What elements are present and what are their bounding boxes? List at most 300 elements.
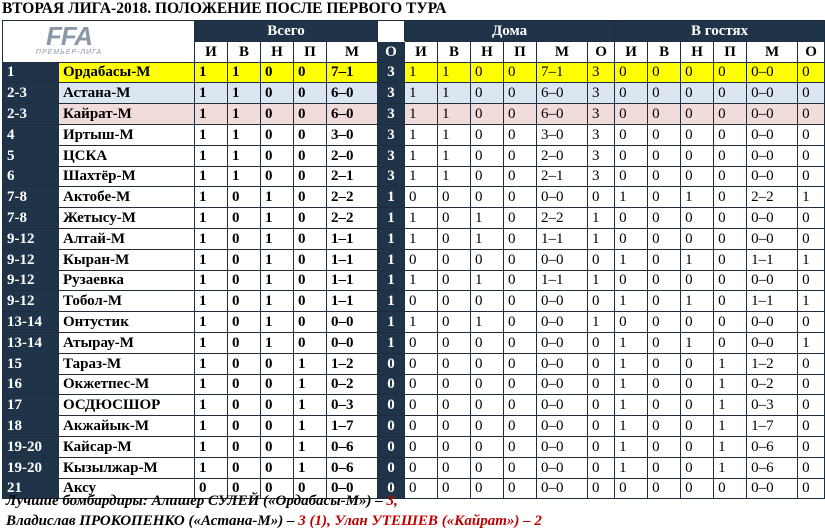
away-stat-cell: 0 bbox=[615, 104, 648, 125]
away-stat-cell: 0 bbox=[681, 124, 714, 145]
home-stat-cell: 0 bbox=[471, 457, 504, 478]
away-stat-cell: 0 bbox=[681, 208, 714, 229]
home-stat-cell: 0 bbox=[471, 249, 504, 270]
total-stat-cell: 1–1 bbox=[327, 249, 378, 270]
home-stat-cell: 0 bbox=[471, 104, 504, 125]
home-stat-cell: 1–1 bbox=[537, 228, 588, 249]
team-cell: Аксу bbox=[59, 478, 195, 499]
home-stat-cell: 0 bbox=[471, 187, 504, 208]
home-stat-cell: 1 bbox=[438, 145, 471, 166]
home-stat-cell: 0 bbox=[405, 187, 438, 208]
points-cell: 1 bbox=[378, 228, 405, 249]
position-cell: 15 bbox=[3, 353, 59, 374]
total-stat-cell: 0 bbox=[261, 436, 294, 457]
total-stat-cell: 0 bbox=[261, 124, 294, 145]
total-stat-cell: 1 bbox=[261, 291, 294, 312]
points-cell: 1 bbox=[378, 187, 405, 208]
position-cell: 2-3 bbox=[3, 104, 59, 125]
home-stat-cell: 0–0 bbox=[537, 312, 588, 333]
home-stat-cell: 1 bbox=[588, 312, 615, 333]
away-stat-cell: 0 bbox=[798, 353, 825, 374]
total-stat-cell: 0 bbox=[228, 332, 261, 353]
away-stat-cell: 0–0 bbox=[747, 332, 798, 353]
total-stat-cell: 0 bbox=[294, 124, 327, 145]
total-stat-cell: 1 bbox=[261, 270, 294, 291]
away-stat-cell: 1 bbox=[798, 332, 825, 353]
total-stat-cell: 1 bbox=[261, 187, 294, 208]
home-stat-cell: 3 bbox=[588, 145, 615, 166]
away-stat-cell: 0 bbox=[714, 145, 747, 166]
table-row bbox=[3, 62, 825, 83]
away-stat-cell: 0–0 bbox=[747, 478, 798, 499]
away-stat-cell: 0 bbox=[648, 353, 681, 374]
total-stat-cell: 1 bbox=[195, 187, 228, 208]
home-stat-cell: 0 bbox=[405, 374, 438, 395]
home-stat-cell: 0 bbox=[504, 145, 537, 166]
points-cell: 3 bbox=[378, 145, 405, 166]
home-stat-cell: 0 bbox=[471, 83, 504, 104]
away-stat-cell: 0 bbox=[648, 83, 681, 104]
home-stat-cell: 0 bbox=[405, 436, 438, 457]
position-cell: 1 bbox=[3, 62, 59, 83]
col-draws: Н bbox=[261, 41, 294, 62]
total-stat-cell: 0 bbox=[294, 62, 327, 83]
total-stat-cell: 1–2 bbox=[327, 353, 378, 374]
total-stat-cell: 0 bbox=[228, 270, 261, 291]
top-scorers bbox=[6, 491, 806, 531]
away-stat-cell: 0–2 bbox=[747, 374, 798, 395]
home-stat-cell: 1 bbox=[405, 104, 438, 125]
total-stat-cell: 1 bbox=[195, 457, 228, 478]
away-stat-cell: 0 bbox=[798, 104, 825, 125]
points-cell: 0 bbox=[378, 478, 405, 499]
away-stat-cell: 1 bbox=[681, 332, 714, 353]
total-stat-cell: 2–2 bbox=[327, 208, 378, 229]
logo-cell bbox=[3, 21, 195, 63]
points-cell: 1 bbox=[378, 291, 405, 312]
home-stat-cell: 0 bbox=[588, 332, 615, 353]
position-cell: 9-12 bbox=[3, 270, 59, 291]
away-stat-cell: 0 bbox=[648, 228, 681, 249]
home-stat-cell: 0 bbox=[471, 291, 504, 312]
home-stat-cell: 1 bbox=[588, 208, 615, 229]
total-stat-cell: 1 bbox=[195, 249, 228, 270]
away-stat-cell: 0 bbox=[714, 312, 747, 333]
total-stat-cell: 1 bbox=[195, 416, 228, 437]
away-stat-cell: 0 bbox=[681, 457, 714, 478]
away-stat-cell: 0 bbox=[798, 478, 825, 499]
home-stat-cell: 0 bbox=[405, 332, 438, 353]
home-stat-cell: 0 bbox=[504, 457, 537, 478]
away-stat-cell: 0 bbox=[648, 208, 681, 229]
away-stat-cell: 0 bbox=[648, 187, 681, 208]
away-stat-cell: 0–0 bbox=[747, 208, 798, 229]
away-stat-cell: 1–1 bbox=[747, 249, 798, 270]
team-cell: Окжетпес-М bbox=[59, 374, 195, 395]
home-stat-cell: 0 bbox=[588, 291, 615, 312]
total-stat-cell: 0 bbox=[261, 145, 294, 166]
col-away-wins: В bbox=[648, 41, 681, 62]
group-away-header: В гостях bbox=[615, 21, 825, 42]
total-stat-cell: 1 bbox=[261, 249, 294, 270]
away-stat-cell: 1 bbox=[615, 332, 648, 353]
home-stat-cell: 0 bbox=[471, 374, 504, 395]
position-cell: 21 bbox=[3, 478, 59, 499]
table-row bbox=[3, 332, 825, 353]
home-stat-cell: 0 bbox=[438, 291, 471, 312]
away-stat-cell: 1 bbox=[714, 436, 747, 457]
away-stat-cell: 0 bbox=[648, 291, 681, 312]
away-stat-cell: 1 bbox=[615, 436, 648, 457]
home-stat-cell: 1 bbox=[405, 124, 438, 145]
team-cell: Кыран-М bbox=[59, 249, 195, 270]
total-stat-cell: 7–1 bbox=[327, 62, 378, 83]
home-stat-cell: 0 bbox=[504, 395, 537, 416]
total-stat-cell: 1–1 bbox=[327, 228, 378, 249]
away-stat-cell: 1–2 bbox=[747, 353, 798, 374]
away-stat-cell: 1 bbox=[615, 457, 648, 478]
away-stat-cell: 0 bbox=[648, 145, 681, 166]
team-cell: Акжайык-М bbox=[59, 416, 195, 437]
total-stat-cell: 0 bbox=[261, 457, 294, 478]
away-stat-cell: 0–0 bbox=[747, 228, 798, 249]
table-row bbox=[3, 124, 825, 145]
table-row bbox=[3, 416, 825, 437]
position-cell: 13-14 bbox=[3, 332, 59, 353]
away-stat-cell: 0 bbox=[648, 249, 681, 270]
scorer-goals: 3 (1) bbox=[298, 513, 327, 529]
position-cell: 19-20 bbox=[3, 436, 59, 457]
col-wins: В bbox=[228, 41, 261, 62]
home-stat-cell: 0 bbox=[438, 208, 471, 229]
home-stat-cell: 0 bbox=[438, 436, 471, 457]
total-stat-cell: 0–3 bbox=[327, 395, 378, 416]
table-row bbox=[3, 145, 825, 166]
points-cell: 1 bbox=[378, 208, 405, 229]
away-stat-cell: 0–3 bbox=[747, 395, 798, 416]
away-stat-cell: 0 bbox=[615, 166, 648, 187]
total-stat-cell: 0 bbox=[228, 291, 261, 312]
away-stat-cell: 0 bbox=[681, 436, 714, 457]
home-stat-cell: 0 bbox=[504, 187, 537, 208]
home-stat-cell: 0 bbox=[588, 353, 615, 374]
col-away-goals: М bbox=[747, 41, 798, 62]
home-stat-cell: 3 bbox=[588, 83, 615, 104]
total-stat-cell: 0 bbox=[261, 395, 294, 416]
total-stat-cell: 1 bbox=[294, 457, 327, 478]
total-stat-cell: 0 bbox=[294, 478, 327, 499]
total-stat-cell: 0–0 bbox=[327, 478, 378, 499]
away-stat-cell: 0–6 bbox=[747, 436, 798, 457]
away-stat-cell: 0 bbox=[615, 478, 648, 499]
points-cell: 3 bbox=[378, 83, 405, 104]
home-stat-cell: 1 bbox=[438, 124, 471, 145]
away-stat-cell: 0 bbox=[714, 83, 747, 104]
away-stat-cell: 0 bbox=[714, 478, 747, 499]
total-stat-cell: 0 bbox=[294, 332, 327, 353]
away-stat-cell: 1 bbox=[714, 395, 747, 416]
total-stat-cell: 0 bbox=[294, 228, 327, 249]
away-stat-cell: 1 bbox=[681, 187, 714, 208]
total-stat-cell: 0 bbox=[228, 249, 261, 270]
away-stat-cell: 0 bbox=[681, 312, 714, 333]
away-stat-cell: 0 bbox=[615, 83, 648, 104]
home-stat-cell: 0 bbox=[588, 457, 615, 478]
home-stat-cell: 0 bbox=[504, 312, 537, 333]
away-stat-cell: 2–2 bbox=[747, 187, 798, 208]
home-stat-cell: 1 bbox=[438, 62, 471, 83]
away-stat-cell: 0 bbox=[648, 332, 681, 353]
away-stat-cell: 0 bbox=[615, 145, 648, 166]
total-stat-cell: 0–0 bbox=[327, 312, 378, 333]
home-stat-cell: 1 bbox=[471, 270, 504, 291]
total-stat-cell: 0 bbox=[294, 104, 327, 125]
total-stat-cell: 1–1 bbox=[327, 291, 378, 312]
position-cell: 18 bbox=[3, 416, 59, 437]
total-stat-cell: 1 bbox=[195, 104, 228, 125]
home-stat-cell: 0 bbox=[504, 62, 537, 83]
home-stat-cell: 0 bbox=[504, 83, 537, 104]
away-stat-cell: 0 bbox=[714, 62, 747, 83]
away-stat-cell: 0 bbox=[798, 62, 825, 83]
away-stat-cell: 0–0 bbox=[747, 83, 798, 104]
total-stat-cell: 1 bbox=[228, 124, 261, 145]
team-cell: Тобол-М bbox=[59, 291, 195, 312]
home-stat-cell: 0 bbox=[405, 249, 438, 270]
position-cell: 7-8 bbox=[3, 208, 59, 229]
total-stat-cell: 0 bbox=[294, 291, 327, 312]
total-stat-cell: 1–1 bbox=[327, 270, 378, 291]
col-away-games: И bbox=[615, 41, 648, 62]
away-stat-cell: 0 bbox=[798, 436, 825, 457]
total-stat-cell: 1 bbox=[195, 353, 228, 374]
away-stat-cell: 0 bbox=[714, 208, 747, 229]
total-stat-cell: 1–7 bbox=[327, 416, 378, 437]
home-stat-cell: 0 bbox=[588, 478, 615, 499]
home-stat-cell: 0 bbox=[504, 124, 537, 145]
total-stat-cell: 0 bbox=[294, 270, 327, 291]
col-home-draws: Н bbox=[471, 41, 504, 62]
away-stat-cell: 1–7 bbox=[747, 416, 798, 437]
home-stat-cell: 0 bbox=[405, 291, 438, 312]
total-stat-cell: 1 bbox=[195, 83, 228, 104]
total-stat-cell: 2–0 bbox=[327, 145, 378, 166]
away-stat-cell: 0–0 bbox=[747, 166, 798, 187]
away-stat-cell: 0 bbox=[681, 395, 714, 416]
away-stat-cell: 0 bbox=[714, 332, 747, 353]
home-stat-cell: 2–0 bbox=[537, 145, 588, 166]
home-stat-cell: 0 bbox=[471, 478, 504, 499]
home-stat-cell: 1 bbox=[438, 83, 471, 104]
home-stat-cell: 1 bbox=[438, 166, 471, 187]
home-stat-cell: 1 bbox=[405, 228, 438, 249]
home-stat-cell: 0 bbox=[438, 312, 471, 333]
away-stat-cell: 0 bbox=[648, 166, 681, 187]
total-stat-cell: 0 bbox=[294, 249, 327, 270]
away-stat-cell: 1 bbox=[714, 353, 747, 374]
away-stat-cell: 0 bbox=[681, 374, 714, 395]
home-stat-cell: 1–1 bbox=[537, 270, 588, 291]
total-stat-cell: 1 bbox=[195, 291, 228, 312]
team-cell: Кайсар-М bbox=[59, 436, 195, 457]
team-cell: Иртыш-М bbox=[59, 124, 195, 145]
home-stat-cell: 0 bbox=[504, 478, 537, 499]
team-cell: Кайрат-М bbox=[59, 104, 195, 125]
away-stat-cell: 0 bbox=[798, 457, 825, 478]
home-stat-cell: 2–2 bbox=[537, 208, 588, 229]
home-stat-cell: 1 bbox=[588, 228, 615, 249]
total-stat-cell: 0 bbox=[261, 478, 294, 499]
home-stat-cell: 1 bbox=[405, 166, 438, 187]
logo-text: FFA bbox=[45, 21, 93, 51]
total-stat-cell: 0 bbox=[195, 478, 228, 499]
points-cell: 0 bbox=[378, 436, 405, 457]
standings-table bbox=[2, 20, 825, 499]
home-stat-cell: 0–0 bbox=[537, 332, 588, 353]
away-stat-cell: 0 bbox=[615, 124, 648, 145]
total-stat-cell: 1 bbox=[294, 353, 327, 374]
home-stat-cell: 1 bbox=[405, 270, 438, 291]
position-cell: 17 bbox=[3, 395, 59, 416]
away-stat-cell: 0 bbox=[714, 270, 747, 291]
position-cell: 9-12 bbox=[3, 249, 59, 270]
home-stat-cell: 1 bbox=[405, 83, 438, 104]
home-stat-cell: 0 bbox=[504, 104, 537, 125]
away-stat-cell: 1 bbox=[798, 249, 825, 270]
away-stat-cell: 0–0 bbox=[747, 62, 798, 83]
team-cell: Атырау-М bbox=[59, 332, 195, 353]
home-stat-cell: 3 bbox=[588, 104, 615, 125]
col-home-wins: В bbox=[438, 41, 471, 62]
home-stat-cell: 0 bbox=[405, 457, 438, 478]
away-stat-cell: 0 bbox=[648, 436, 681, 457]
ffa-logo bbox=[9, 23, 129, 57]
col-games: И bbox=[195, 41, 228, 62]
home-stat-cell: 0 bbox=[438, 270, 471, 291]
total-stat-cell: 0 bbox=[294, 83, 327, 104]
home-stat-cell: 0 bbox=[471, 353, 504, 374]
points-cell: 0 bbox=[378, 457, 405, 478]
home-stat-cell: 1 bbox=[405, 62, 438, 83]
col-points: О bbox=[378, 41, 405, 62]
home-stat-cell: 0 bbox=[438, 457, 471, 478]
home-stat-cell: 0–0 bbox=[537, 436, 588, 457]
total-stat-cell: 0 bbox=[228, 395, 261, 416]
header-gap bbox=[378, 21, 405, 42]
home-stat-cell: 3 bbox=[588, 62, 615, 83]
home-stat-cell: 0 bbox=[588, 436, 615, 457]
away-stat-cell: 0 bbox=[615, 228, 648, 249]
home-stat-cell: 3–0 bbox=[537, 124, 588, 145]
col-away-points: О bbox=[798, 41, 825, 62]
away-stat-cell: 0–0 bbox=[747, 124, 798, 145]
total-stat-cell: 0 bbox=[294, 145, 327, 166]
away-stat-cell: 1 bbox=[798, 187, 825, 208]
away-stat-cell: 0 bbox=[798, 124, 825, 145]
position-cell: 16 bbox=[3, 374, 59, 395]
home-stat-cell: 1 bbox=[471, 228, 504, 249]
home-stat-cell: 0 bbox=[405, 478, 438, 499]
col-home-points: О bbox=[588, 41, 615, 62]
total-stat-cell: 0 bbox=[228, 187, 261, 208]
home-stat-cell: 1 bbox=[405, 208, 438, 229]
position-cell: 9-12 bbox=[3, 291, 59, 312]
away-stat-cell: 1 bbox=[714, 416, 747, 437]
away-stat-cell: 1–1 bbox=[747, 291, 798, 312]
away-stat-cell: 0 bbox=[681, 228, 714, 249]
away-stat-cell: 0 bbox=[681, 270, 714, 291]
home-stat-cell: 0 bbox=[471, 166, 504, 187]
total-stat-cell: 0 bbox=[228, 208, 261, 229]
away-stat-cell: 0 bbox=[681, 83, 714, 104]
group-home-header: Дома bbox=[405, 21, 615, 42]
away-stat-cell: 0 bbox=[648, 104, 681, 125]
table-row bbox=[3, 208, 825, 229]
total-stat-cell: 1 bbox=[228, 104, 261, 125]
home-stat-cell: 0 bbox=[504, 353, 537, 374]
total-stat-cell: 1 bbox=[261, 228, 294, 249]
total-stat-cell: 1 bbox=[195, 124, 228, 145]
home-stat-cell: 0 bbox=[438, 478, 471, 499]
home-stat-cell: 0–0 bbox=[537, 374, 588, 395]
home-stat-cell: 0 bbox=[471, 124, 504, 145]
home-stat-cell: 0 bbox=[405, 395, 438, 416]
total-stat-cell: 6–0 bbox=[327, 83, 378, 104]
home-stat-cell: 0 bbox=[438, 249, 471, 270]
group-header-row bbox=[3, 21, 825, 42]
total-stat-cell: 1 bbox=[294, 416, 327, 437]
home-stat-cell: 1 bbox=[405, 145, 438, 166]
home-stat-cell: 0 bbox=[504, 436, 537, 457]
total-stat-cell: 1 bbox=[294, 436, 327, 457]
total-stat-cell: 1 bbox=[294, 374, 327, 395]
away-stat-cell: 0 bbox=[714, 228, 747, 249]
total-stat-cell: 0 bbox=[261, 416, 294, 437]
home-stat-cell: 0–0 bbox=[537, 457, 588, 478]
away-stat-cell: 0–0 bbox=[747, 312, 798, 333]
home-stat-cell: 0 bbox=[504, 228, 537, 249]
col-home-losses: П bbox=[504, 41, 537, 62]
points-cell: 1 bbox=[378, 312, 405, 333]
away-stat-cell: 0 bbox=[798, 145, 825, 166]
home-stat-cell: 0 bbox=[471, 62, 504, 83]
total-stat-cell: 0 bbox=[294, 187, 327, 208]
home-stat-cell: 0 bbox=[471, 416, 504, 437]
away-stat-cell: 0 bbox=[648, 395, 681, 416]
table-row bbox=[3, 104, 825, 125]
total-stat-cell: 1 bbox=[195, 62, 228, 83]
total-stat-cell: 1 bbox=[261, 312, 294, 333]
home-stat-cell: 0 bbox=[504, 416, 537, 437]
away-stat-cell: 1 bbox=[615, 374, 648, 395]
total-stat-cell: 1 bbox=[294, 395, 327, 416]
away-stat-cell: 0 bbox=[681, 166, 714, 187]
scorer-name: Владислав ПРОКОПЕНКО («Астана-М») – bbox=[6, 513, 299, 529]
home-stat-cell: 1 bbox=[471, 312, 504, 333]
team-cell: Кызылжар-М bbox=[59, 457, 195, 478]
total-stat-cell: 0 bbox=[228, 478, 261, 499]
away-stat-cell: 0 bbox=[648, 416, 681, 437]
team-cell: Жетысу-М bbox=[59, 208, 195, 229]
total-stat-cell: 1 bbox=[195, 395, 228, 416]
away-stat-cell: 0 bbox=[681, 145, 714, 166]
away-stat-cell: 1 bbox=[714, 374, 747, 395]
total-stat-cell: 1 bbox=[195, 166, 228, 187]
total-stat-cell: 0 bbox=[228, 416, 261, 437]
table-row bbox=[3, 228, 825, 249]
page-title: ВТОРАЯ ЛИГА-2018. ПОЛОЖЕНИЕ ПОСЛЕ ПЕРВОГО ТУРА bbox=[2, 0, 447, 17]
position-cell: 2-3 bbox=[3, 83, 59, 104]
